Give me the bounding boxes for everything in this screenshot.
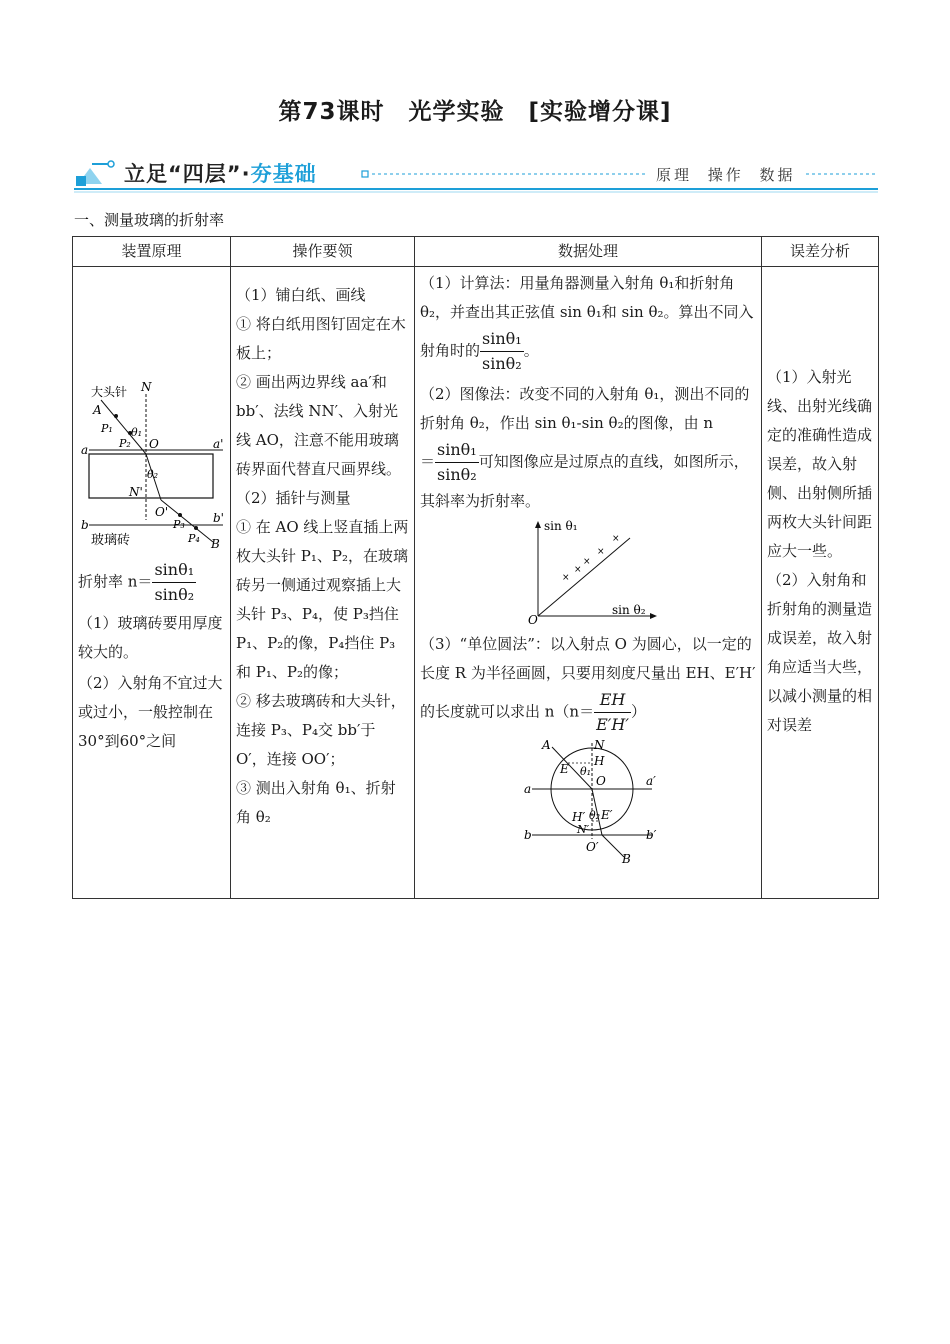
unit-circle-text: （3）“单位圆法”：以入射点 O 为圆心，以一定的长度 R 为半径画圆，只要用刻度尺量出 EH、E′H′的长度就可以求出 n（n＝ [420, 635, 756, 721]
calc-method-fraction [480, 327, 524, 376]
circle-label-b-prime: b′ [646, 828, 657, 842]
graph-method-fraction [435, 438, 479, 487]
glass-refraction-diagram [73, 380, 230, 550]
banner-tags: 原理 操作 数据 [656, 166, 796, 184]
circle-label-theta1: θ₁ [580, 765, 592, 778]
operation-line: ① 将白纸用图钉固定在木板上； [236, 315, 406, 362]
graph-denominator: sinθ₂ [437, 465, 477, 484]
unit-circle-diagram [420, 737, 756, 867]
refractive-index-formula [73, 556, 230, 607]
circle-label-theta2: θ₂ [589, 809, 601, 822]
banner-title-highlight: 夯基础 [250, 162, 317, 186]
banner-square-icon [76, 176, 86, 186]
banner-small-square-icon [362, 171, 368, 177]
circle-label-b: b [524, 828, 532, 842]
label-a-prime: a' [213, 437, 224, 451]
label-b-prime: b' [213, 511, 224, 525]
unit-circle-method [420, 630, 756, 737]
formula-numerator: sinθ₁ [152, 558, 196, 583]
label-O-prime: O' [155, 505, 169, 519]
circle-label-H: H [594, 754, 605, 768]
error-item-2: （2）入射角和折射角的测量造成误差，故入射角应适当大些，以减小测量的相对误差 [767, 571, 873, 734]
operation-line: ② 画出两边界线 aa′和 bb′、法线 NN′、入射光线 AO，注意不能用玻璃砖界面代替直尺画界线。 [236, 373, 402, 478]
page-title: 第73课时 光学实验 [实验增分课] [278, 99, 672, 125]
circle-label-E: E [560, 762, 569, 776]
operation-line: ① 在 AO 线上竖直插上两枚大头针 P₁、P₂，在玻璃砖另一侧通过观察插上大头针 P₃、P₄，使 P₃挡住 P₁、P₂的像，P₄挡住 P₃和 P₁、P₂的像； [236, 518, 409, 681]
cell-apparatus [73, 267, 231, 899]
calc-method-end: 。 [523, 341, 539, 360]
calc-method [420, 269, 756, 376]
calc-numerator: sinθ₁ [480, 327, 524, 352]
graph-method-eq: ＝ [420, 452, 436, 471]
circle-label-A: A [542, 738, 551, 752]
circle-label-E-prime: E′ [601, 808, 613, 822]
data-point: × [583, 557, 591, 567]
graph-method-text: （2）图像法：改变不同的入射角 θ₁，测出不同的折射角 θ₂，作出 sin θ₁-sin θ₂的图像，由 n [420, 385, 750, 432]
calc-method-text: （1）计算法：用量角器测量入射角 θ₁和折射角 θ₂，并查出其正弦值 sin θ₁和 sin θ₂。算出不同入射角时的 [420, 274, 754, 360]
circle-label-a-prime: a′ [646, 774, 656, 788]
operation-line: （2）插针与测量 [236, 489, 351, 507]
label-a: a [81, 443, 89, 457]
table-header-row [73, 237, 879, 267]
unit-circle-numerator: EH [594, 688, 631, 713]
data-point: × [612, 534, 620, 544]
circle-label-O-prime: O′ [586, 840, 599, 854]
error-item-1: （1）入射光线、出射光线确定的准确性造成误差，故入射侧、出射侧所插两枚大头针间距应大一些。 [767, 368, 873, 560]
calc-denominator: sinθ₂ [482, 354, 522, 373]
label-theta1: θ₁ [131, 426, 143, 439]
header-apparatus: 装置原理 [73, 237, 231, 267]
label-A: A [93, 403, 102, 417]
circle-label-N: N [594, 738, 605, 752]
label-P4: P₄ [188, 532, 200, 545]
data-point: × [597, 547, 605, 557]
label-glass: 玻璃砖 [91, 533, 131, 548]
label-O: O [149, 437, 159, 451]
cell-operation [231, 267, 415, 899]
unit-circle-end: ） [631, 702, 647, 721]
label-P3: P₃ [173, 518, 185, 531]
formula-denominator: sinθ₂ [154, 585, 195, 604]
label-P1: P₁ [101, 422, 113, 435]
operation-line: ③ 测出入射角 θ₁、折射角 θ₂ [236, 779, 396, 826]
graph-method [420, 380, 756, 516]
header-error: 误差分析 [762, 237, 879, 267]
unit-circle-denominator: E′H′ [596, 715, 629, 734]
data-point: × [562, 573, 570, 583]
sine-graph [420, 516, 756, 628]
graph-xlabel: sin θ₂ [612, 603, 646, 617]
banner-title-prefix: 立足“四层”· [124, 162, 251, 186]
graph-method-end: 可知图像应是过原点的直线，如图所示，其斜率为折射率。 [420, 452, 749, 510]
label-B: B [211, 537, 220, 550]
header-data: 数据处理 [415, 237, 762, 267]
unit-circle-fraction [594, 688, 631, 737]
label-pin: 大头针 [91, 385, 128, 399]
graph-ylabel: sin θ₁ [544, 519, 578, 533]
formula-fraction [152, 558, 196, 607]
table-row [73, 267, 879, 899]
circle-label-H-prime: H′ [572, 810, 586, 824]
apparatus-note-2: （2）入射角不宜过大或过小，一般控制在30°到60°之间 [78, 674, 223, 750]
label-P2: P₂ [119, 437, 131, 450]
label-b: b [81, 518, 89, 532]
header-operation: 操作要领 [231, 237, 415, 267]
label-theta2: θ₂ [147, 468, 159, 481]
circle-label-O: O [596, 774, 606, 788]
circle-label-N-prime: N′ [577, 823, 590, 836]
graph-numerator: sinθ₁ [435, 438, 479, 463]
apparatus-note-1: （1）玻璃砖要用厚度较大的。 [78, 614, 223, 661]
experiment-table [72, 236, 879, 899]
label-N: N [141, 380, 152, 394]
banner-title [124, 158, 317, 188]
cell-data-processing [415, 267, 762, 899]
circle-label-B: B [622, 852, 631, 866]
section-heading: 一、测量玻璃的折射率 [74, 211, 225, 229]
operation-line: ② 移去玻璃砖和大头针，连接 P₃、P₄交 bb′于 O′，连接 OO′； [236, 692, 406, 768]
section-banner [74, 152, 878, 196]
data-point: × [574, 565, 582, 575]
label-N-prime: N' [129, 485, 143, 499]
operation-line: （1）铺白纸、画线 [236, 286, 366, 304]
graph-origin: O [528, 613, 538, 627]
cell-error-analysis [762, 267, 879, 899]
formula-prefix: 折射率 n＝ [78, 572, 153, 591]
circle-label-a: a [524, 782, 532, 796]
